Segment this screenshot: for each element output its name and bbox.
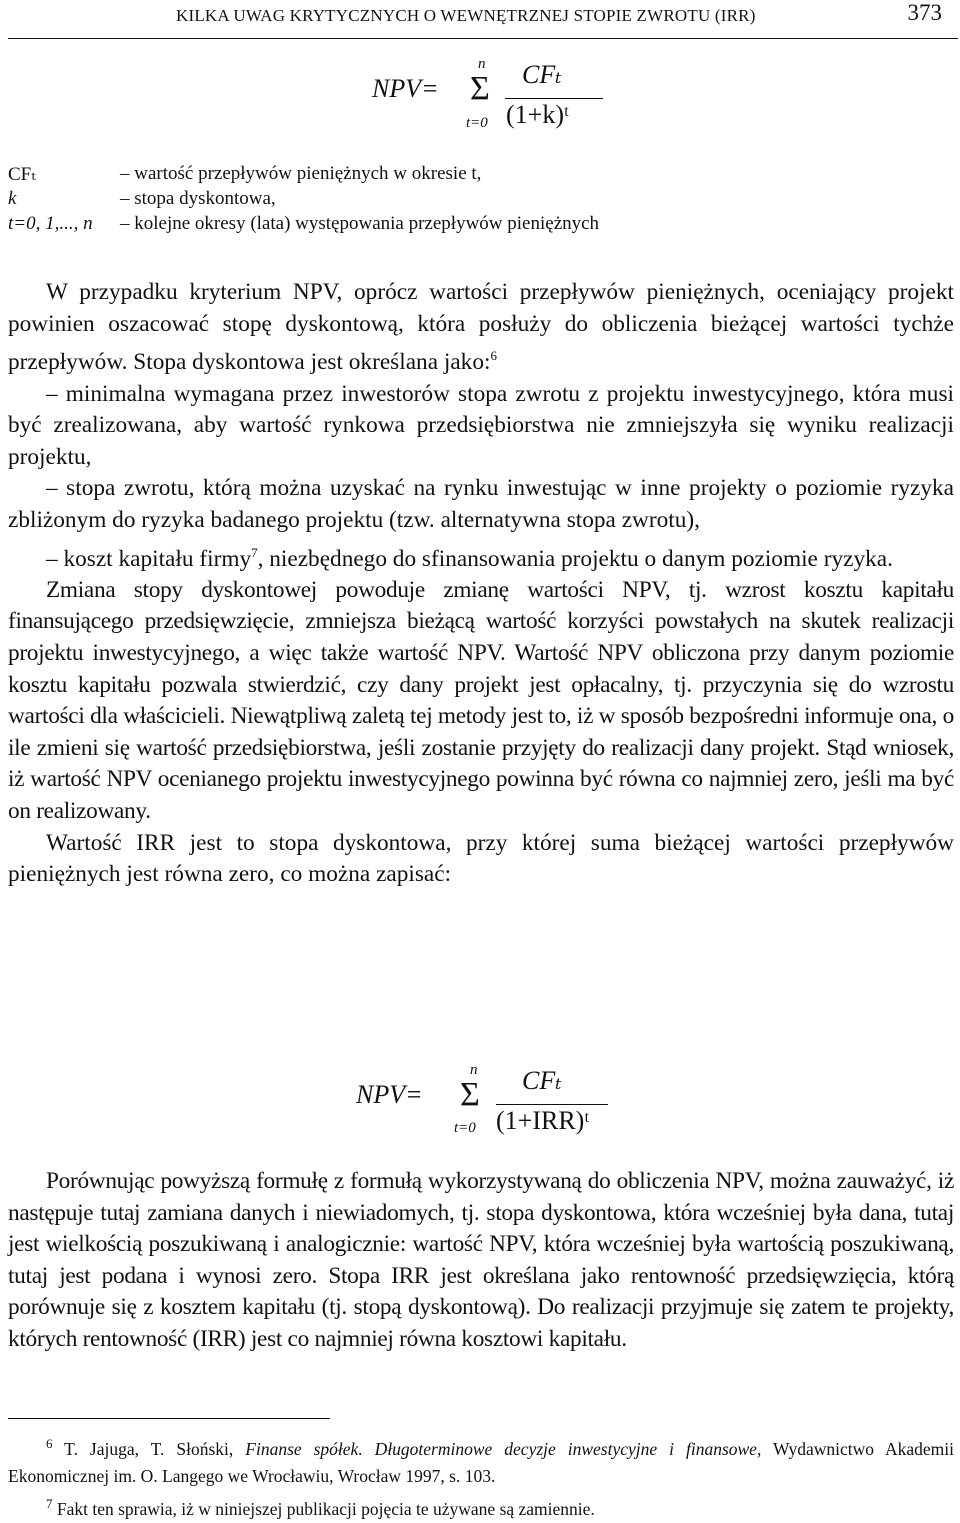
irr-formula <box>356 1062 636 1152</box>
paragraph-text: W przypadku kryterium NPV, oprócz wartości przepływów pieniężnych, oceniający projekt powinien oszacować stopę dyskontową, która posłuży do obliczenia bieżącej wartości tychże przepływów. Stopa dyskontowa jest określana jako: <box>8 279 954 375</box>
footnote-text: T. Jajuga, T. Słoński, <box>64 1438 246 1459</box>
list-item-text: – stopa zwrotu, którą można uzyskać na rynku inwestując w inne projekty o poziomie ryzyka zbliżonym do ryzyka badanego projektu (tzw. alternatywna stopa zwrotu), <box>8 475 954 533</box>
formula-lhs: NPV= <box>356 1080 423 1109</box>
sum-lower-limit: t=0 <box>454 1120 476 1136</box>
footnote-marker: 6 <box>46 1436 53 1451</box>
npv-formula <box>372 56 632 150</box>
footnote <box>8 1490 954 1523</box>
header-rule <box>8 38 958 39</box>
formula-denominator: (1+k)ᵗ <box>506 100 569 129</box>
sum-upper-limit: n <box>470 1062 478 1078</box>
list-item <box>8 379 954 474</box>
definition-description: – wartość przepływów pieniężnych w okresie t, <box>120 163 482 184</box>
definition-symbol: k <box>8 188 17 209</box>
paragraph-text: Wartość IRR jest to stopa dyskontowa, przy której suma bieżącej wartości przepływów pieniężnych jest równa zero, co można zapisać: <box>8 829 954 888</box>
formula-numerator: CFₜ <box>522 1066 562 1095</box>
list-item-text: – minimalna wymagana przez inwestorów stopa zwrotu z projektu inwestycyjnego, która musi być zrealizowana, aby wartość rynkowa przedsiębiorstwa nie zmniejszyła się wyniku realizacji projektu, <box>8 380 954 470</box>
fraction-bar <box>496 1104 608 1105</box>
list-item-text: , niezbędnego do sfinansowania projektu o danym poziomie ryzyka. <box>257 545 893 572</box>
paragraph-text: Porównując powyższą formułę z formułą wykorzystywaną do obliczenia NPV, można zauważyć, iż następuje tutaj zamiana danych i niewiadomych, tj. stopa dyskontowa, która wcześniej była dana, tutaj jest wielkością poszukiwaną i analogicznie: wartość NPV, która wcześniej była wartością poszukiwaną, tutaj jest podana i wynosi zero. Stopa IRR jest określana jako rentowność przedsięwzięcia, którą porównuje się z kosztem kapitału (tj. stopą dyskontową). Do realizacji przyjmuje się zatem te projekty, których rentowność (IRR) jest co najmniej równa kosztowi kapitału. <box>8 1168 954 1352</box>
list-item-text: – koszt kapitału firmy <box>46 545 252 572</box>
footnote-marker: 7 <box>46 1495 53 1511</box>
definition-description: – stopa dyskontowa, <box>120 188 276 209</box>
formula-lhs: NPV= <box>372 74 439 103</box>
body-text-block <box>8 1166 954 1356</box>
running-header <box>0 0 960 40</box>
footnote <box>8 1430 954 1490</box>
list-item <box>8 473 954 536</box>
sigma-symbol: Σ <box>470 70 490 107</box>
sigma-symbol: Σ <box>460 1076 480 1113</box>
paragraph <box>8 1166 954 1356</box>
formula-numerator: CFₜ <box>522 60 562 89</box>
footnote-ref[interactable]: 7 <box>251 544 258 560</box>
paragraph-text: Zmiana stopy dyskontowej powoduje zmianę wartości NPV, tj. wzrost kosztu kapitału finansującego przedsięwzięcie, zmniejsza bieżącą wartość korzyści powstałych na skutek realizacji projektu inwestycyjnego, a więc także wartość NPV. Wartość NPV obliczona przy danym poziomie kosztu kapitału pozwala stwierdzić, czy dany projekt jest opłacalny, tj. przyczynia się do wzrostu wartości dla właścicieli. Niewątpliwą zaletą tej metody jest to, iż w sposób bezpośredni informuje ona, o ile zmieni się wartość przedsiębiorstwa, jeśli zostanie przyjęty do realizacji dany projekt. Stąd wniosek, iż wartość NPV ocenianego projektu inwestycyjnego powinna być równa co najmniej zero, jeśli ma być on realizowany. <box>8 576 954 825</box>
formula-denominator: (1+IRR)ᵗ <box>496 1106 590 1135</box>
footnote-text: Wydawnictwo Akademii Ekonomicznej im. O. Langego we Wrocławiu, Wrocław 1997, s. 103. <box>8 1438 955 1486</box>
list-item <box>8 537 954 575</box>
fraction-bar <box>505 98 603 99</box>
definition-description: – kolejne okresy (lata) występowania przepływów pieniężnych <box>120 213 600 234</box>
body-text-block <box>8 277 954 891</box>
running-title: KILKA UWAG KRYTYCZNYCH O WEWNĘTRZNEJ STOPIE ZWROTU (IRR) <box>176 6 756 25</box>
footnote-text: Fakt ten sprawia, iż w niniejszej publikacji pojęcia te używane są zamiennie. <box>56 1498 595 1519</box>
footnote-title: Finanse spółek. Długoterminowe decyzje inwestycyjne i finansowe, <box>245 1438 762 1459</box>
footnote-ref[interactable]: 6 <box>490 348 497 364</box>
sum-lower-limit: t=0 <box>466 115 488 131</box>
definition-symbol: CFₜ <box>8 164 36 185</box>
sum-upper-limit: n <box>478 56 486 72</box>
page-number: 373 <box>907 0 942 25</box>
paragraph <box>8 277 954 379</box>
footnote-rule <box>8 1418 330 1419</box>
paragraph <box>8 828 954 891</box>
definition-symbol: t=0, 1,..., n <box>8 213 93 234</box>
paragraph <box>8 575 954 828</box>
